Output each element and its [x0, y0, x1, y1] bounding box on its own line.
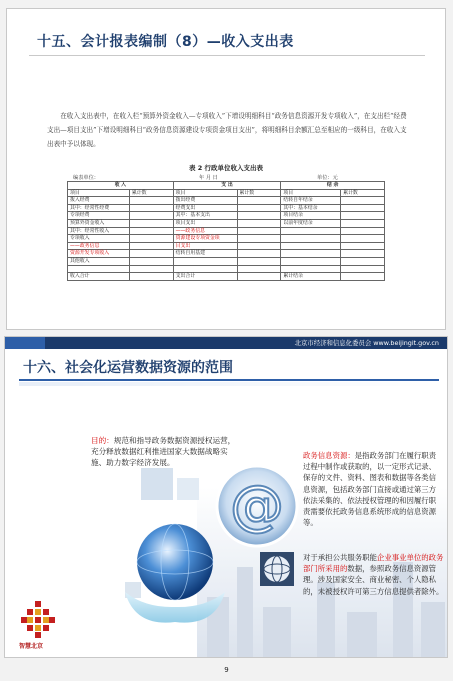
table-cell: [341, 265, 385, 273]
table-cell: [341, 197, 385, 205]
globe-icon: [137, 524, 213, 600]
table-date: 年 月 日: [199, 175, 218, 181]
table-cell: [237, 265, 281, 273]
table-cell: 收入合计: [68, 273, 130, 281]
table-cell-highlight: 资源建设专项资金项: [173, 235, 237, 243]
table-cell: [237, 204, 281, 212]
table-cell: [129, 265, 173, 273]
subheader-cell: 项目: [173, 189, 237, 197]
table-cell: 累计结余: [281, 273, 341, 281]
header-balance: 结 余: [281, 182, 385, 190]
subheader-cell: 累计数: [341, 189, 385, 197]
building-shape: [421, 602, 445, 657]
table-cell: [237, 197, 281, 205]
table-row: [68, 257, 385, 265]
slide-accounting-report: [6, 8, 446, 330]
table-title: 表 2 行政单位收入支出表: [188, 164, 264, 172]
title-divider: [29, 55, 425, 56]
table-cell: [129, 273, 173, 281]
table-cell: [341, 257, 385, 265]
public-mid: 数据，参照政务信息资源管理。: [303, 564, 437, 585]
table-cell: 拨出经费: [173, 197, 237, 205]
table-cell: [68, 265, 130, 273]
gov-info-label: 政务信息资源：: [303, 451, 355, 460]
table-cell: [281, 235, 341, 243]
table-cell: [237, 257, 281, 265]
table-row: [68, 242, 385, 250]
table-cell: [281, 257, 341, 265]
income-expense-table: [67, 181, 385, 281]
table-row: [68, 204, 385, 212]
purpose-text: 规范和指导政务数据资源授权运营，充分释放数据红利推进国家大数据战略实施、助力数字经济发展。: [91, 436, 236, 467]
table-cell: [129, 219, 173, 227]
table-header-row: [68, 182, 385, 190]
table-cell: [237, 235, 281, 243]
public-highlight: 企业事业单位的政务部门所采用的: [303, 553, 444, 574]
deco-square: [177, 478, 199, 500]
table-cell: 专项经费: [68, 212, 130, 220]
table-cell: 预算外资金收入: [68, 219, 130, 227]
table-cell: 其他收入: [68, 257, 130, 265]
gov-info-text: 是指政务部门在履行职责过程中制作或获取的，以一定形式记录、保存的文件、资料、图表和数据等各类信息资源，包括政务部门直接或通过第三方依法采集的、依法授权管理的和因履行职责需要依托政务信息系统形成的信息资源等。: [303, 451, 437, 528]
income-expense-table-block: [67, 159, 385, 299]
slide1-paragraph: 在收入支出表中，在收入栏“预算外资金收入—专项收入”下增设明细科目“政务信息资源开发专项收入”，在支出栏“经费支出—项目支出”下增设明细科目“政务信息资源建设专项资金项目支出”，将明细科目余额汇总至相应的一级科目，在收入支出表中予以体现。: [47, 112, 407, 148]
slide1-title: 十五、会计报表编制（8）—收入支出表: [37, 34, 294, 50]
smart-beijing-logo: [17, 599, 59, 639]
table-cell: [281, 227, 341, 235]
purpose-text-block: [91, 435, 241, 468]
table-cell: 其中：经常性经费: [68, 204, 130, 212]
table-cell: 拨入经费: [68, 197, 130, 205]
table-unit-left: 编表单位：: [73, 175, 99, 181]
page-number: 9: [224, 666, 229, 674]
table-cell: [129, 235, 173, 243]
table-cell: 经费支出: [173, 204, 237, 212]
public-intro: 对于承担公共服务职能: [303, 553, 377, 562]
table-cell: 结转自用基建: [173, 250, 237, 258]
header-bar-accent: [5, 337, 45, 349]
table-cell: 其中：基本支出: [173, 212, 237, 220]
table-cell: [129, 212, 173, 220]
at-sign-icon: @: [230, 474, 284, 537]
table-cell: [173, 257, 237, 265]
table-cell-highlight: ——政务信息: [68, 242, 130, 250]
table-unit-right: 单位：元: [317, 175, 338, 181]
building-shape: [347, 612, 377, 657]
table-row: [68, 227, 385, 235]
table-cell: [173, 265, 237, 273]
title-underline: [19, 379, 439, 381]
table-cell: [281, 250, 341, 258]
table-cell: [129, 197, 173, 205]
table-cell: [281, 265, 341, 273]
table-cell: [237, 250, 281, 258]
table-cell: 以前年度结余: [281, 219, 341, 227]
subheader-cell: 累计数: [237, 189, 281, 197]
table-row: [68, 265, 385, 273]
table-cell: [129, 250, 173, 258]
table-cell-highlight: ——政务信息: [173, 227, 237, 235]
slide2-title: 十六、社会化运营数据资源的范围: [23, 360, 233, 376]
gov-info-definition: [303, 450, 441, 528]
table-cell: 其中：经常性收入: [68, 227, 130, 235]
table-cell: 其中：基本结余: [281, 204, 341, 212]
table-row: [68, 219, 385, 227]
table-cell: [281, 242, 341, 250]
table-cell-highlight: 目支出: [173, 242, 237, 250]
header-expense: 支 出: [173, 182, 281, 190]
table-cell: [341, 227, 385, 235]
subheader-cell: 累计数: [129, 189, 173, 197]
table-cell: [341, 212, 385, 220]
table-cell: [129, 227, 173, 235]
table-cell: [341, 204, 385, 212]
table-cell: [237, 242, 281, 250]
table-row: [68, 212, 385, 220]
table-cell: [237, 219, 281, 227]
table-subheader-row: [68, 189, 385, 197]
table-cell-highlight: 资源开发专项收入: [68, 250, 130, 258]
subheader-cell: 项目: [281, 189, 341, 197]
table-row: [68, 235, 385, 243]
public-tail: 涉及国家安全、商业秘密、个人隐私的，未被授权许可第三方信息提供者除外。: [303, 575, 444, 596]
table-cell: [237, 227, 281, 235]
table-cell: [237, 273, 281, 281]
logo-text: 智慧北京: [19, 643, 44, 650]
public-service-scope: [303, 552, 447, 597]
header-income: 收 入: [68, 182, 174, 190]
table-cell: [237, 212, 281, 220]
table-cell: [341, 250, 385, 258]
table-cell: [341, 273, 385, 281]
table-cell: [129, 257, 173, 265]
table-total-row: [68, 273, 385, 281]
table-cell: [341, 235, 385, 243]
table-cell: [129, 242, 173, 250]
table-cell: 支出合计: [173, 273, 237, 281]
table-cell: [129, 204, 173, 212]
title-underline-shadow: [19, 382, 439, 386]
table-cell: 项目支出: [173, 219, 237, 227]
slide-data-resource-scope: [4, 336, 448, 658]
purpose-label: 目的：: [91, 436, 114, 445]
subheader-cell: 项目: [68, 189, 130, 197]
table-cell: 结转自年结余: [281, 197, 341, 205]
header-bar: [5, 337, 447, 349]
table-cell: [341, 242, 385, 250]
table-row: [68, 250, 385, 258]
table-cell: [341, 219, 385, 227]
table-row: [68, 197, 385, 205]
header-bar-text: 北京市经济和信息化委员会 www.beijingit.gov.cn: [294, 339, 439, 347]
table-cell: 项目结余: [281, 212, 341, 220]
table-cell: 专项收入: [68, 235, 130, 243]
deco-square: [141, 468, 173, 500]
